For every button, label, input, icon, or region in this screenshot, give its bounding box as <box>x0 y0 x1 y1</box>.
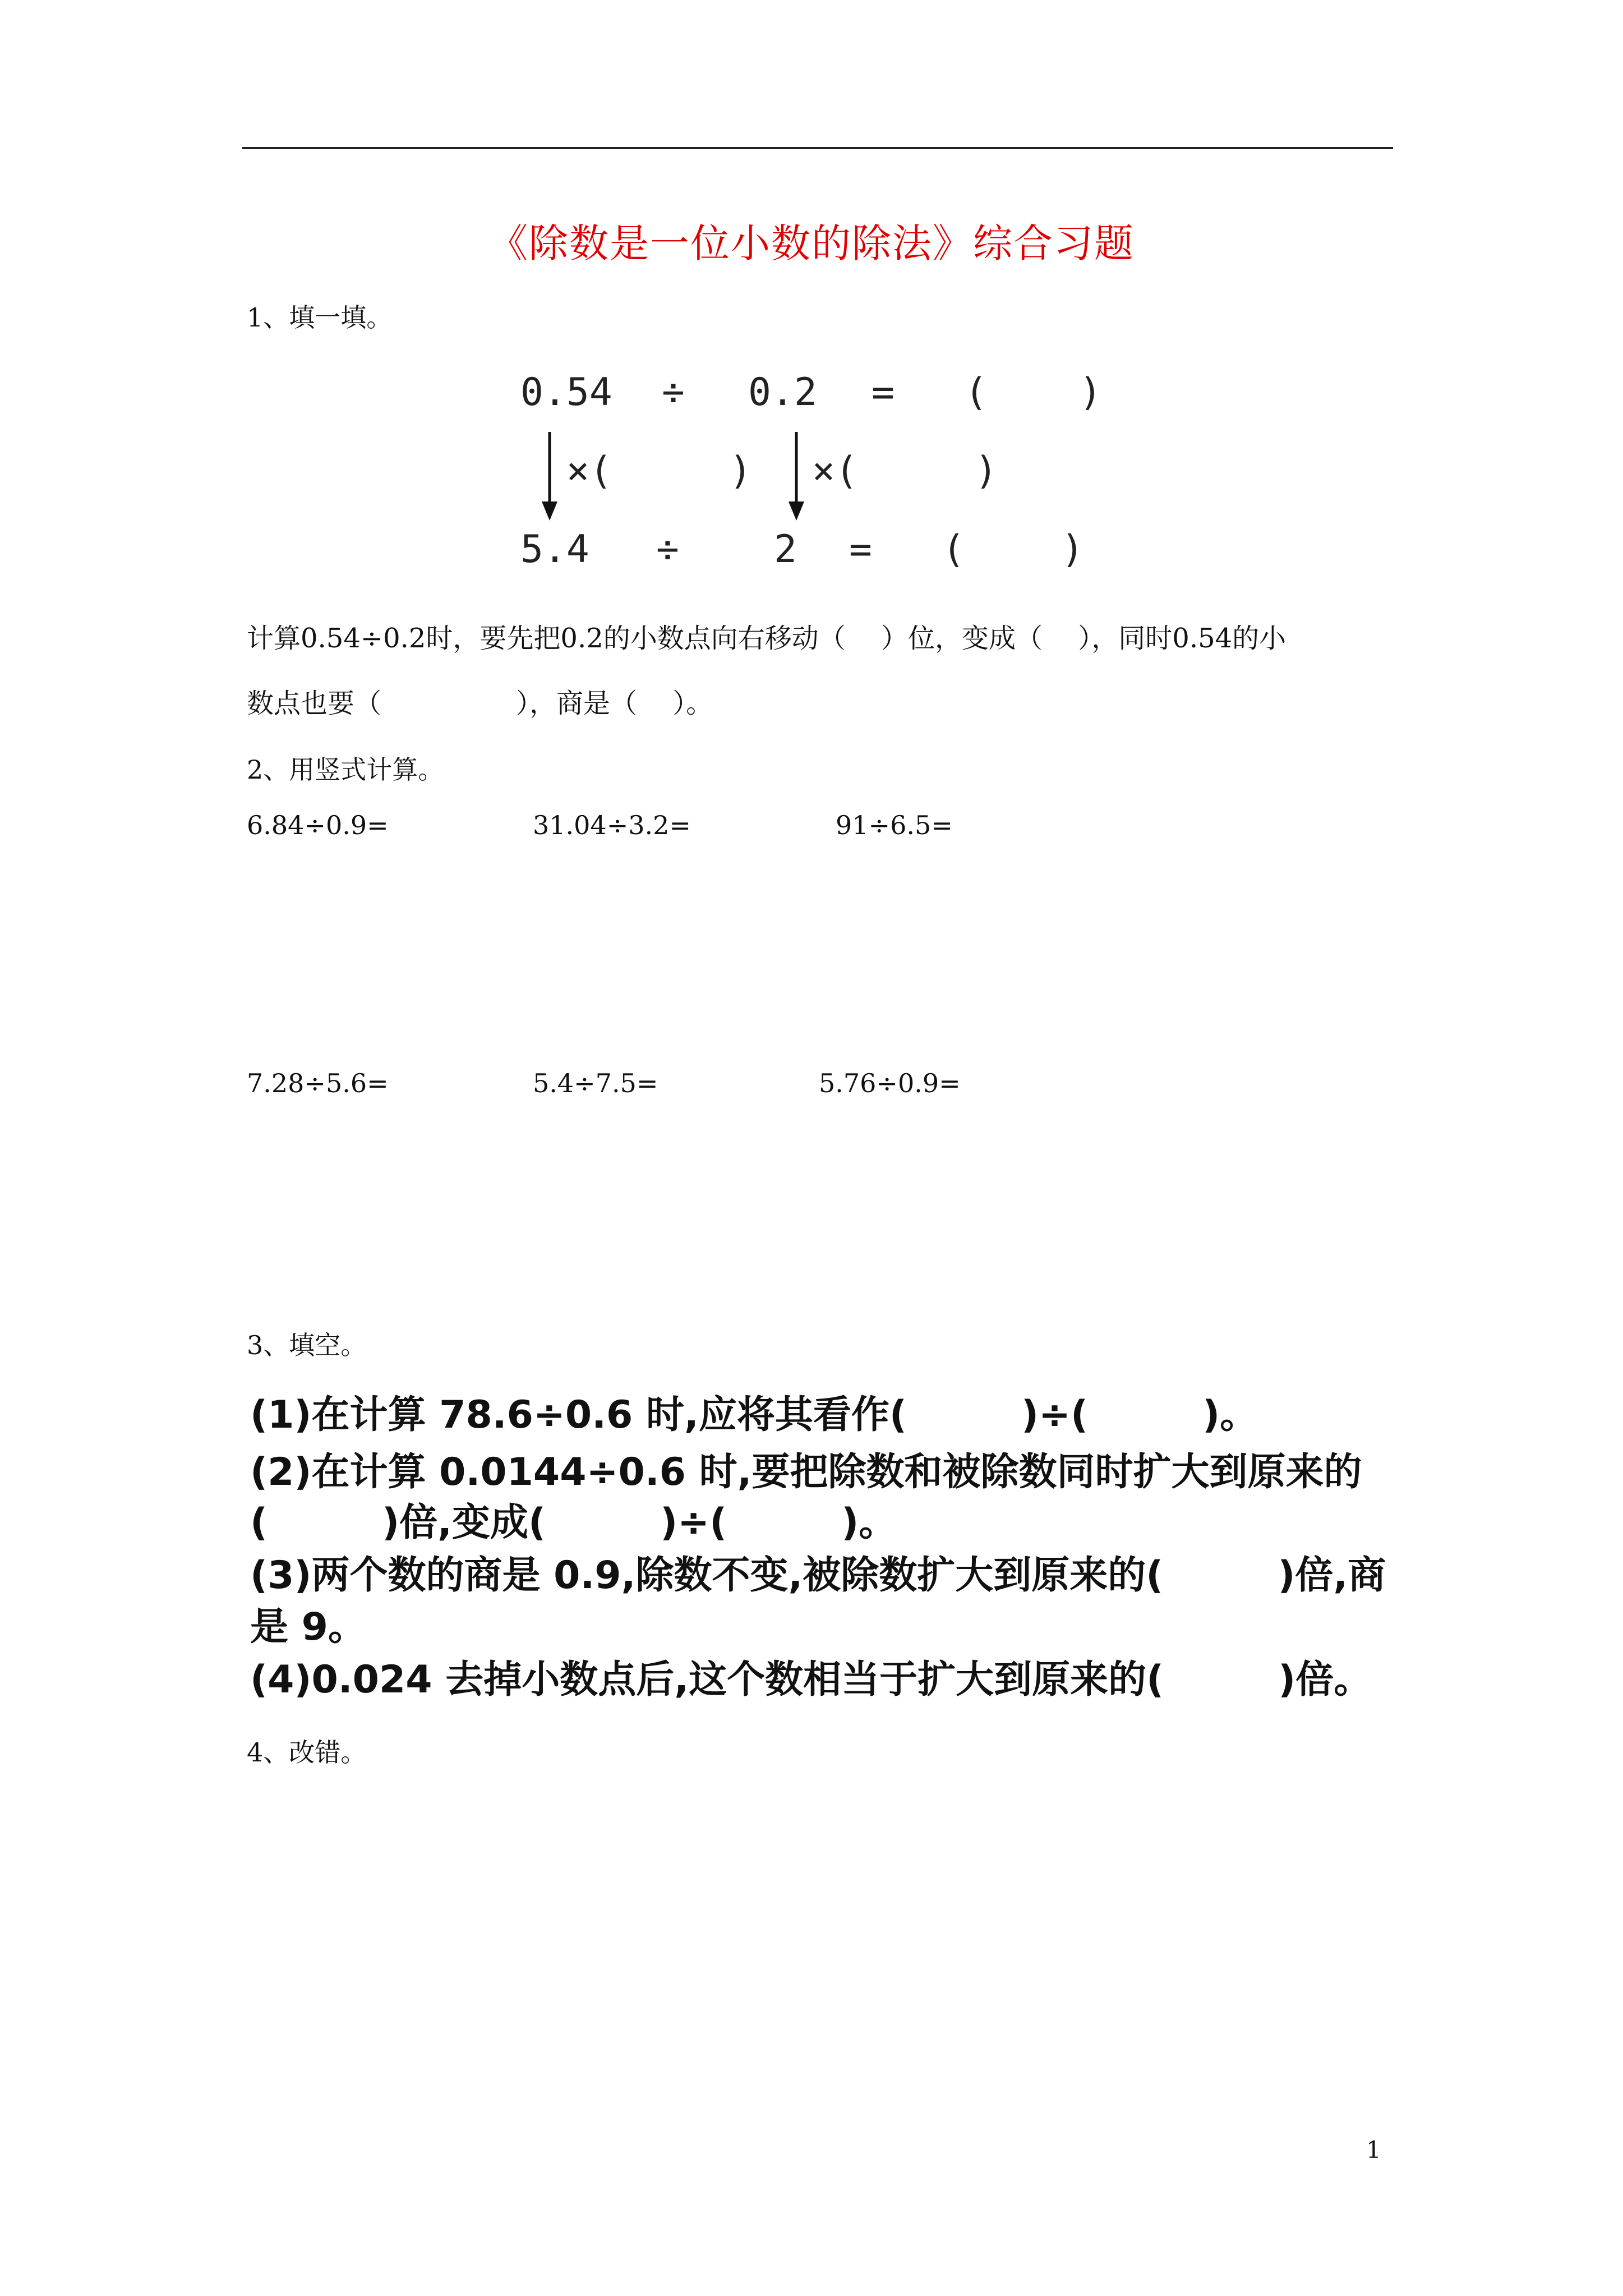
diagram-divide-sign-1: ÷ <box>662 370 685 415</box>
q2-problem-1: 6.84÷0.9= <box>247 810 389 840</box>
diagram-paren-close-1: ) <box>1079 370 1102 415</box>
header-rule <box>242 147 1393 149</box>
q3-item-2: (2)在计算 0.0144÷0.6 时,要把除数和被除数同时扩大到原来的 <box>250 1450 1362 1494</box>
q2-problem-5: 5.4÷7.5= <box>533 1068 658 1098</box>
q1-text-line-1: 计算0.54÷0.2时，要先把0.2的小数点向右移动（ ）位，变成（ ），同时0.54的小 <box>247 623 1287 654</box>
diagram-divisor-2: 2 <box>774 527 797 572</box>
q3-item-3: (3)两个数的商是 0.9,除数不变,被除数扩大到原来的( )倍,商 <box>250 1553 1386 1598</box>
page-title: 《除数是一位小数的除法》综合习题 <box>488 220 1135 266</box>
diagram-paren-open-2: ( <box>942 527 965 572</box>
q2-problem-2: 31.04÷3.2= <box>533 810 691 840</box>
diagram-paren-open-1: ( <box>965 370 988 415</box>
down-arrow-icon <box>538 432 561 522</box>
diagram-multiply-2: ×( <box>812 449 858 493</box>
q2-problem-3: 91÷6.5= <box>836 810 953 840</box>
diagram-paren-close-2: ) <box>1061 527 1084 572</box>
q3-item-4: (4)0.024 去掉小数点后,这个数相当于扩大到原来的( )倍。 <box>250 1658 1372 1702</box>
diagram-divide-sign-2: ÷ <box>656 527 679 572</box>
q2-problem-4: 7.28÷5.6= <box>247 1068 389 1098</box>
q1-label: 1、填一填。 <box>247 302 393 333</box>
q3-item-2-cont: ( )倍,变成( )÷( )。 <box>250 1501 897 1545</box>
diagram-multiply-1-close: ) <box>729 449 752 493</box>
q2-problem-6: 5.76÷0.9= <box>819 1068 961 1098</box>
diagram-multiply-2-close: ) <box>975 449 998 493</box>
q2-label: 2、用竖式计算。 <box>247 754 444 785</box>
q3-item-3-cont: 是 9。 <box>250 1605 366 1649</box>
diagram-divisor-1: 0.2 <box>748 370 817 415</box>
q4-label: 4、改错。 <box>247 1737 367 1768</box>
diagram-equals-1: = <box>872 370 895 415</box>
page-number: 1 <box>1366 2136 1381 2164</box>
diagram-dividend-1: 0.54 <box>520 370 612 415</box>
diagram-dividend-2: 5.4 <box>520 527 589 572</box>
diagram-multiply-1: ×( <box>566 449 612 493</box>
q3-item-1: (1)在计算 78.6÷0.6 时,应将其看作( )÷( )。 <box>250 1393 1258 1437</box>
diagram-equals-2: = <box>849 527 872 572</box>
q1-text-line-2: 数点也要（ ），商是（ ）。 <box>247 688 713 719</box>
down-arrow-icon <box>785 432 808 522</box>
q3-label: 3、填空。 <box>247 1330 367 1360</box>
